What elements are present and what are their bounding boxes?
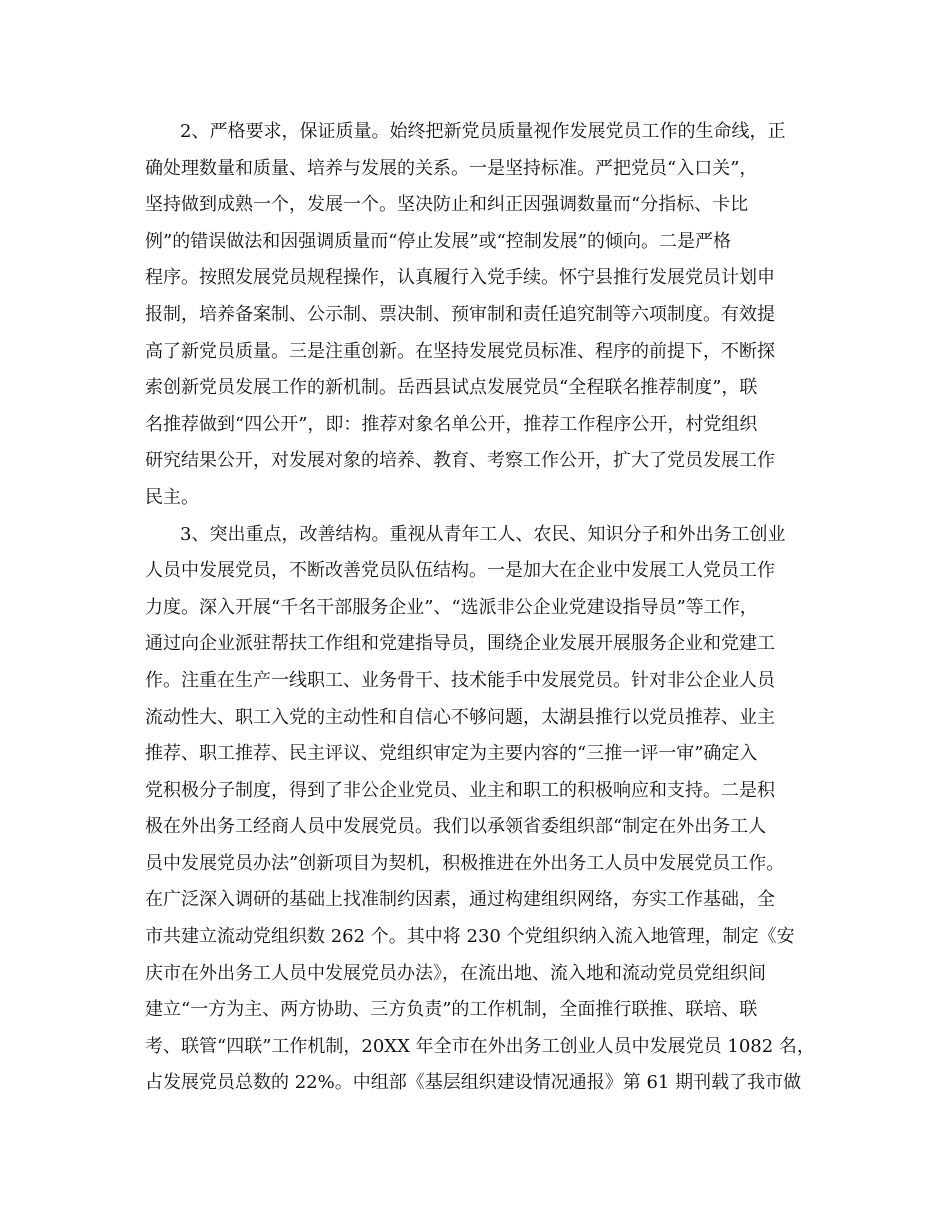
text-line: 名推荐做到“四公开”，即：推荐对象名单公开，推荐工作程序公开，村党组织 xyxy=(145,413,758,435)
document-body xyxy=(145,114,825,1102)
text-line: 报制，培养备案制、公示制、票决制、预审制和责任追究制等六项制度。有效提 xyxy=(145,303,775,325)
text-line: 推荐、职工推荐、民主评议、党组织审定为主要内容的“三推一评一审”确定入 xyxy=(145,743,758,765)
text-line: 作。注重在生产一线职工、业务骨干、技术能手中发展党员。针对非公企业人员 xyxy=(145,669,775,691)
text-line: 坚持做到成熟一个，发展一个。坚决防止和纠正因强调数量而“分指标、卡比 xyxy=(145,194,749,216)
text-line: 研究结果公开，对发展对象的培养、教育、考察工作公开，扩大了党员发展工作 xyxy=(145,450,775,472)
text-line: 3、突出重点，改善结构。重视从青年工人、农民、知识分子和外出务工创业 xyxy=(180,523,786,545)
text-line: 庆市在外出务工人员中发展党员办法》，在流出地、流入地和流动党员党组织间 xyxy=(145,962,766,984)
text-line: 极在外出务工经商人员中发展党员。我们以承领省委组织部“制定在外出务工人 xyxy=(145,816,767,838)
text-line: 高了新党员质量。三是注重创新。在坚持发展党员标准、程序的前提下，不断探 xyxy=(145,340,775,362)
text-line: 索创新党员发展工作的新机制。岳西县试点发展党员“全程联名推荐制度”，联 xyxy=(145,377,758,399)
text-line: 占发展党员总数的 22%。中组部《基层组织建设情况通报》第 61 期刊载了我市做 xyxy=(145,1072,802,1094)
paragraph-structure-improvement xyxy=(145,517,825,1103)
text-line: 通过向企业派驻帮扶工作组和党建指导员，围绕企业发展开展服务企业和党建工 xyxy=(145,633,775,655)
text-line: 力度。深入开展“千名干部服务企业”、“选派非公企业党建设指导员”等工作， xyxy=(145,596,758,618)
text-line: 确处理数量和质量、培养与发展的关系。一是坚持标准。严把党员“入口关”， xyxy=(145,157,758,179)
text-line: 人员中发展党员，不断改善党员队伍结构。一是加大在企业中发展工人党员工作 xyxy=(145,560,775,582)
text-line: 例”的错误做法和因强调质量而“停止发展”或“控制发展”的倾向。二是严格 xyxy=(145,230,732,252)
text-line: 民主。 xyxy=(145,486,199,508)
paragraph-quality-requirements xyxy=(145,114,825,517)
text-line: 程序。按照发展党员规程操作，认真履行入党手续。怀宁县推行发展党员计划申 xyxy=(145,267,775,289)
text-line: 2、严格要求，保证质量。始终把新党员质量视作发展党员工作的生命线，正 xyxy=(180,121,786,142)
text-line: 员中发展党员办法”创新项目为契机，积极推进在外出务工人员中发展党员工作。 xyxy=(145,852,785,874)
text-line: 党积极分子制度，得到了非公企业党员、业主和职工的积极响应和支持。二是积 xyxy=(145,779,775,801)
text-line: 考、联管“四联”工作机制，20XX 年全市在外出务工创业人员中发展党员 1082 名， xyxy=(145,1035,815,1057)
text-line: 在广泛深入调研的基础上找准制约因素，通过构建组织网络，夯实工作基础，全 xyxy=(145,889,775,911)
text-line: 市共建立流动党组织数 262 个。其中将 230 个党组织纳入流入地管理，制定《安 xyxy=(145,926,795,948)
text-line: 流动性大、职工入党的主动性和自信心不够问题，太湖县推行以党员推荐、业主 xyxy=(145,706,775,728)
text-line: 建立“一方为主、两方协助、三方负责”的工作机制，全面推行联推、联培、联 xyxy=(145,999,758,1021)
